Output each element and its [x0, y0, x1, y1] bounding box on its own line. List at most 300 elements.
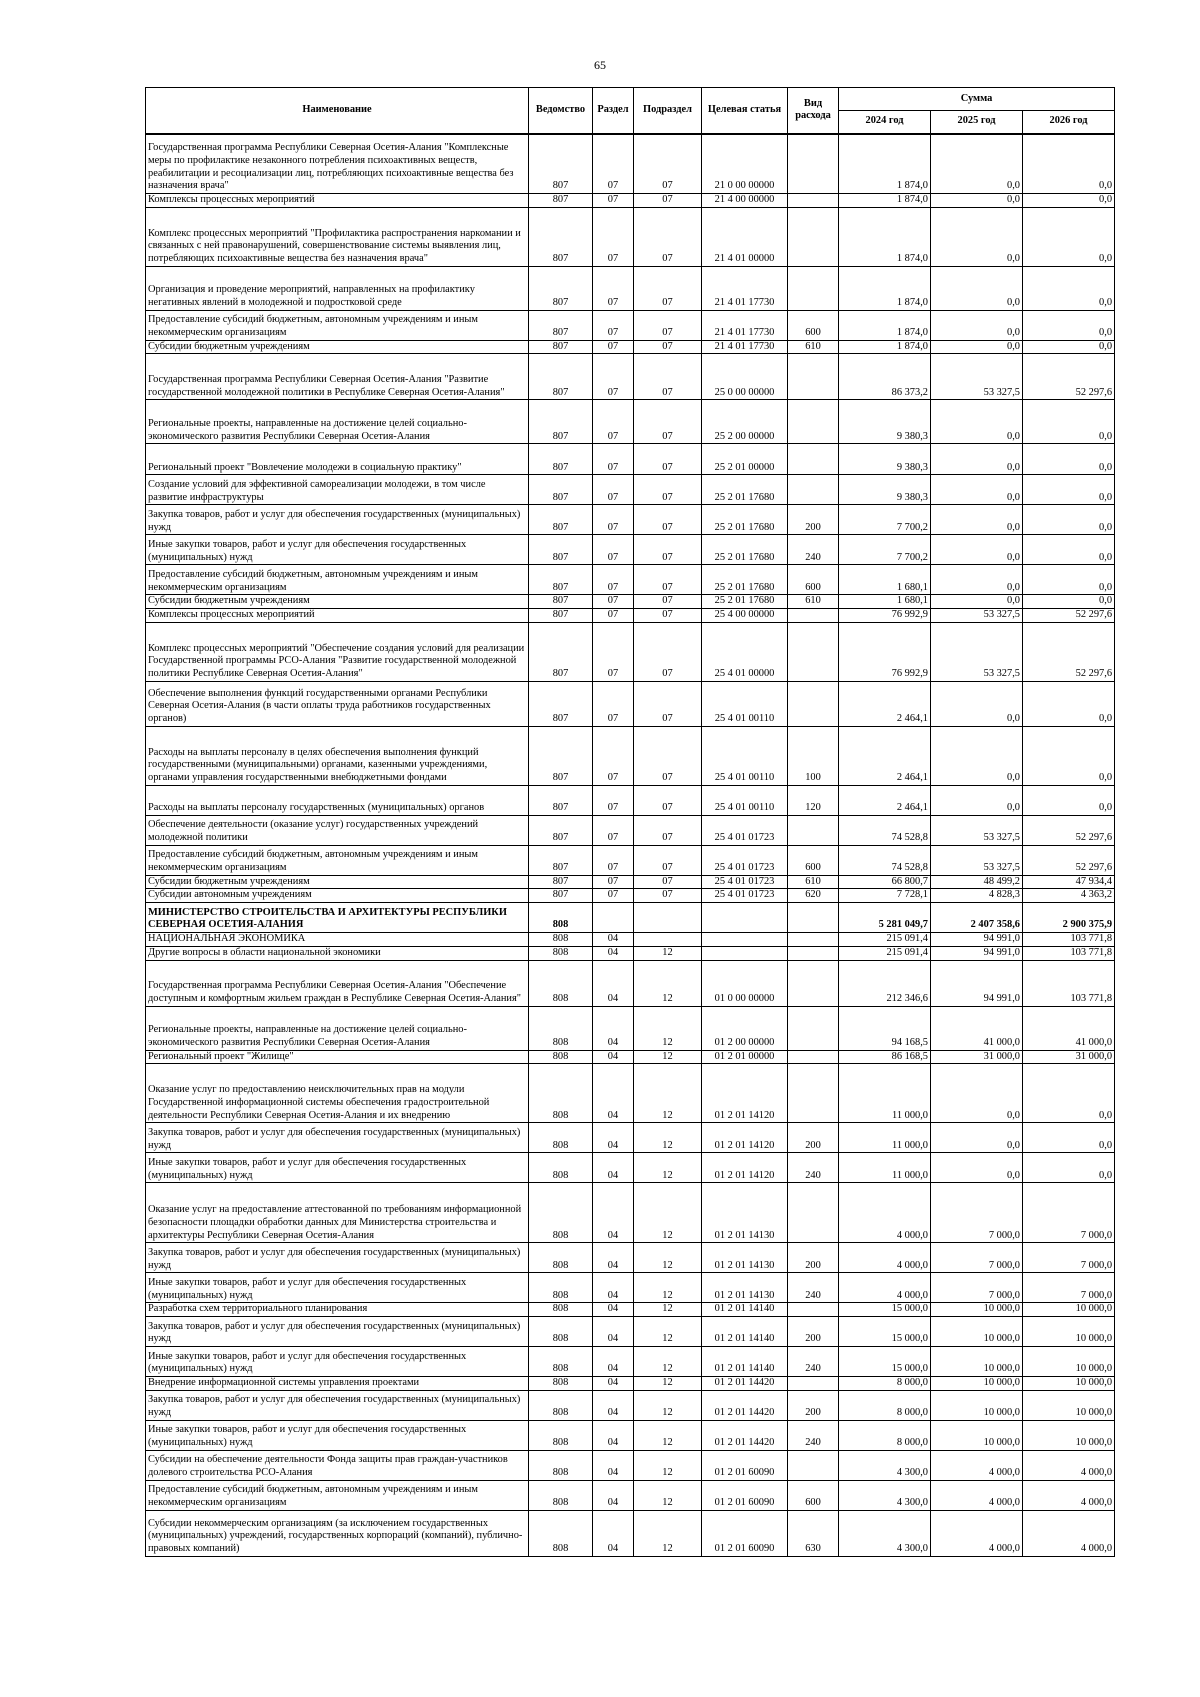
cell-vid-rashoda: 240 — [788, 1346, 839, 1376]
table-row — [146, 815, 1115, 845]
cell-name: Обеспечение деятельности (оказание услуг) государственных учреждений молодежной политики — [146, 815, 529, 845]
cell-razdel: 04 — [593, 960, 634, 1006]
cell-sum-2024: 11 000,0 — [839, 1153, 931, 1183]
cell-celevaya-statya: 25 4 01 00000 — [702, 622, 788, 681]
cell-name: Расходы на выплаты персоналу в целях обеспечения выполнения функций государственными (муниципальными) органами, казенными учреждениями, органами управления государственными внебюджетными фондами — [146, 726, 529, 785]
cell-celevaya-statya: 01 2 01 00000 — [702, 1050, 788, 1064]
cell-vedomstvo: 808 — [529, 1123, 593, 1153]
header-razdel: Раздел — [593, 88, 634, 134]
cell-sum-2025: 10 000,0 — [931, 1303, 1023, 1317]
cell-celevaya-statya: 25 2 01 17680 — [702, 595, 788, 609]
table-row — [146, 565, 1115, 595]
cell-name: Закупка товаров, работ и услуг для обеспечения государственных (муниципальных) нужд — [146, 1123, 529, 1153]
table-row — [146, 354, 1115, 400]
table-row — [146, 400, 1115, 444]
cell-celevaya-statya: 01 2 01 14120 — [702, 1064, 788, 1123]
cell-vedomstvo: 808 — [529, 1510, 593, 1556]
cell-name: Разработка схем территориального планирования — [146, 1303, 529, 1317]
cell-sum-2025: 0,0 — [931, 134, 1023, 194]
table-row — [146, 875, 1115, 889]
cell-razdel: 07 — [593, 815, 634, 845]
cell-razdel: 07 — [593, 134, 634, 194]
cell-celevaya-statya: 25 2 01 17680 — [702, 565, 788, 595]
cell-sum-2025: 2 407 358,6 — [931, 903, 1023, 933]
cell-celevaya-statya: 21 4 01 17730 — [702, 310, 788, 340]
cell-celevaya-statya: 01 2 01 14420 — [702, 1376, 788, 1390]
table-header — [146, 88, 1115, 134]
cell-sum-2025: 7 000,0 — [931, 1243, 1023, 1273]
cell-sum-2026: 0,0 — [1023, 400, 1115, 444]
table-row — [146, 444, 1115, 475]
cell-vid-rashoda: 240 — [788, 1273, 839, 1303]
cell-razdel: 07 — [593, 875, 634, 889]
cell-podrazdel: 12 — [634, 1123, 702, 1153]
cell-vedomstvo: 808 — [529, 1153, 593, 1183]
cell-name: Субсидии некоммерческим организациям (за исключением государственных (муниципальных) учреждений, государственных корпораций (компаний), публично-правовых компаний) — [146, 1510, 529, 1556]
cell-vedomstvo: 807 — [529, 505, 593, 535]
cell-sum-2024: 1 680,1 — [839, 595, 931, 609]
cell-name: Внедрение информационной системы управления проектами — [146, 1376, 529, 1390]
cell-name: Предоставление субсидий бюджетным, автономным учреждениям и иным некоммерческим организациям — [146, 565, 529, 595]
cell-sum-2025: 10 000,0 — [931, 1376, 1023, 1390]
cell-sum-2026: 0,0 — [1023, 595, 1115, 609]
cell-sum-2026: 0,0 — [1023, 340, 1115, 354]
cell-celevaya-statya: 01 0 00 00000 — [702, 960, 788, 1006]
cell-sum-2024: 1 874,0 — [839, 266, 931, 310]
cell-sum-2026: 0,0 — [1023, 565, 1115, 595]
cell-sum-2025: 0,0 — [931, 266, 1023, 310]
table-row — [146, 1316, 1115, 1346]
cell-razdel: 04 — [593, 933, 634, 947]
cell-razdel: 07 — [593, 726, 634, 785]
cell-razdel: 07 — [593, 845, 634, 875]
cell-name: Закупка товаров, работ и услуг для обеспечения государственных (муниципальных) нужд — [146, 1390, 529, 1420]
cell-razdel: 07 — [593, 266, 634, 310]
cell-sum-2024: 66 800,7 — [839, 875, 931, 889]
cell-sum-2025: 0,0 — [931, 565, 1023, 595]
table-row — [146, 946, 1115, 960]
cell-razdel: 07 — [593, 400, 634, 444]
cell-name: Оказание услуг по предоставлению неисключительных прав на модули Государственной информационной системы обеспечения градостроительной деятельности Республики Северная Осетия-Алания и их внедрению — [146, 1064, 529, 1123]
cell-vid-rashoda: 240 — [788, 535, 839, 565]
cell-vid-rashoda — [788, 946, 839, 960]
cell-name: Государственная программа Республики Северная Осетия-Алания "Комплексные меры по профилактике незаконного потребления психоактивных веществ, реабилитации и ресоциализации лиц, потребляющих психоактивные вещества без назначения врача" — [146, 134, 529, 194]
cell-sum-2024: 8 000,0 — [839, 1420, 931, 1450]
cell-podrazdel: 12 — [634, 1450, 702, 1480]
cell-name: Комплекс процессных мероприятий "Профилактика распространения наркомании и связанных с ней правонарушений, совершенствование системы выявления лиц, потребляющих психоактивные вещества без назначения врача" — [146, 207, 529, 266]
cell-celevaya-statya: 01 2 01 14420 — [702, 1420, 788, 1450]
cell-sum-2026: 4 000,0 — [1023, 1510, 1115, 1556]
cell-name: Региональный проект "Жилище" — [146, 1050, 529, 1064]
cell-sum-2025: 0,0 — [931, 444, 1023, 475]
cell-vedomstvo: 807 — [529, 845, 593, 875]
table-row — [146, 1273, 1115, 1303]
cell-sum-2025: 0,0 — [931, 400, 1023, 444]
cell-sum-2026: 0,0 — [1023, 207, 1115, 266]
header-summa: Сумма — [839, 88, 1115, 111]
cell-sum-2026: 103 771,8 — [1023, 960, 1115, 1006]
table-row — [146, 1376, 1115, 1390]
cell-vid-rashoda: 200 — [788, 1243, 839, 1273]
cell-celevaya-statya: 25 4 01 00110 — [702, 681, 788, 726]
cell-sum-2026: 10 000,0 — [1023, 1376, 1115, 1390]
cell-vid-rashoda: 240 — [788, 1153, 839, 1183]
table-row — [146, 535, 1115, 565]
cell-podrazdel: 12 — [634, 1006, 702, 1050]
table-row — [146, 1450, 1115, 1480]
cell-name: Субсидии на обеспечение деятельности Фонда защиты прав граждан-участников долевого строительства РСО-Алания — [146, 1450, 529, 1480]
cell-sum-2026: 0,0 — [1023, 1153, 1115, 1183]
cell-celevaya-statya: 01 2 01 14120 — [702, 1153, 788, 1183]
cell-celevaya-statya: 25 2 01 17680 — [702, 475, 788, 505]
cell-sum-2024: 74 528,8 — [839, 845, 931, 875]
cell-podrazdel: 12 — [634, 1153, 702, 1183]
cell-sum-2026: 0,0 — [1023, 310, 1115, 340]
cell-sum-2025: 10 000,0 — [931, 1420, 1023, 1450]
cell-name: Другие вопросы в области национальной экономики — [146, 946, 529, 960]
table-row — [146, 785, 1115, 815]
cell-vedomstvo: 807 — [529, 207, 593, 266]
cell-sum-2025: 0,0 — [931, 1064, 1023, 1123]
cell-sum-2025: 10 000,0 — [931, 1316, 1023, 1346]
cell-celevaya-statya: 21 4 01 00000 — [702, 207, 788, 266]
cell-razdel: 04 — [593, 1273, 634, 1303]
table-row — [146, 933, 1115, 947]
cell-sum-2025: 41 000,0 — [931, 1006, 1023, 1050]
cell-sum-2026: 0,0 — [1023, 726, 1115, 785]
cell-vedomstvo: 808 — [529, 933, 593, 947]
cell-name: Иные закупки товаров, работ и услуг для обеспечения государственных (муниципальных) нужд — [146, 1153, 529, 1183]
cell-vid-rashoda — [788, 1050, 839, 1064]
cell-vid-rashoda: 100 — [788, 726, 839, 785]
page-number: 65 — [594, 58, 606, 72]
cell-sum-2025: 0,0 — [931, 595, 1023, 609]
cell-sum-2024: 86 168,5 — [839, 1050, 931, 1064]
cell-celevaya-statya: 01 2 01 60090 — [702, 1480, 788, 1510]
cell-vid-rashoda — [788, 933, 839, 947]
cell-vedomstvo: 808 — [529, 1450, 593, 1480]
header-year-2024: 2024 год — [839, 111, 931, 134]
cell-sum-2025: 53 327,5 — [931, 622, 1023, 681]
cell-podrazdel: 12 — [634, 1183, 702, 1243]
cell-vid-rashoda: 600 — [788, 310, 839, 340]
table-row — [146, 1346, 1115, 1376]
cell-celevaya-statya: 25 2 01 17680 — [702, 505, 788, 535]
table-row — [146, 340, 1115, 354]
cell-sum-2024: 1 874,0 — [839, 194, 931, 208]
table-row — [146, 1510, 1115, 1556]
cell-celevaya-statya — [702, 903, 788, 933]
cell-name: Субсидии бюджетным учреждениям — [146, 340, 529, 354]
cell-podrazdel: 07 — [634, 681, 702, 726]
cell-sum-2026: 0,0 — [1023, 681, 1115, 726]
cell-sum-2025: 53 327,5 — [931, 609, 1023, 623]
cell-name: Субсидии бюджетным учреждениям — [146, 595, 529, 609]
cell-vedomstvo: 807 — [529, 475, 593, 505]
table-row — [146, 1390, 1115, 1420]
cell-name: Расходы на выплаты персоналу государственных (муниципальных) органов — [146, 785, 529, 815]
cell-sum-2025: 31 000,0 — [931, 1050, 1023, 1064]
cell-celevaya-statya — [702, 946, 788, 960]
header-celevaya-statya: Целевая статья — [702, 88, 788, 134]
cell-sum-2026: 10 000,0 — [1023, 1390, 1115, 1420]
cell-razdel: 07 — [593, 785, 634, 815]
cell-sum-2025: 0,0 — [931, 194, 1023, 208]
table-row — [146, 1243, 1115, 1273]
header-name: Наименование — [146, 88, 529, 134]
cell-vedomstvo: 807 — [529, 310, 593, 340]
cell-vid-rashoda: 200 — [788, 1123, 839, 1153]
cell-vid-rashoda — [788, 194, 839, 208]
cell-vedomstvo: 808 — [529, 1183, 593, 1243]
cell-razdel: 04 — [593, 1390, 634, 1420]
cell-sum-2025: 4 000,0 — [931, 1450, 1023, 1480]
cell-podrazdel: 07 — [634, 726, 702, 785]
cell-celevaya-statya: 25 0 00 00000 — [702, 354, 788, 400]
cell-sum-2025: 53 327,5 — [931, 845, 1023, 875]
cell-vid-rashoda — [788, 960, 839, 1006]
cell-sum-2026: 0,0 — [1023, 194, 1115, 208]
cell-vid-rashoda: 620 — [788, 889, 839, 903]
cell-sum-2024: 4 300,0 — [839, 1450, 931, 1480]
cell-celevaya-statya: 01 2 01 60090 — [702, 1450, 788, 1480]
cell-celevaya-statya: 25 4 01 01723 — [702, 845, 788, 875]
cell-vid-rashoda: 600 — [788, 565, 839, 595]
cell-vedomstvo: 807 — [529, 889, 593, 903]
cell-sum-2024: 9 380,3 — [839, 444, 931, 475]
cell-podrazdel: 07 — [634, 875, 702, 889]
cell-name: Иные закупки товаров, работ и услуг для обеспечения государственных (муниципальных) нужд — [146, 1273, 529, 1303]
cell-vid-rashoda — [788, 444, 839, 475]
cell-sum-2024: 1 874,0 — [839, 310, 931, 340]
cell-podrazdel: 12 — [634, 1480, 702, 1510]
cell-vedomstvo: 807 — [529, 785, 593, 815]
cell-podrazdel: 12 — [634, 1273, 702, 1303]
cell-celevaya-statya: 21 4 00 00000 — [702, 194, 788, 208]
cell-name: Предоставление субсидий бюджетным, автономным учреждениям и иным некоммерческим организациям — [146, 845, 529, 875]
cell-vedomstvo: 808 — [529, 1480, 593, 1510]
cell-sum-2024: 94 168,5 — [839, 1006, 931, 1050]
cell-name: Закупка товаров, работ и услуг для обеспечения государственных (муниципальных) нужд — [146, 505, 529, 535]
cell-vedomstvo: 808 — [529, 1243, 593, 1273]
cell-sum-2026: 31 000,0 — [1023, 1050, 1115, 1064]
table-row — [146, 266, 1115, 310]
cell-sum-2024: 215 091,4 — [839, 933, 931, 947]
cell-podrazdel — [634, 903, 702, 933]
cell-sum-2026: 52 297,6 — [1023, 622, 1115, 681]
cell-vid-rashoda — [788, 1303, 839, 1317]
cell-razdel: 07 — [593, 354, 634, 400]
cell-vedomstvo: 808 — [529, 1050, 593, 1064]
cell-sum-2024: 1 680,1 — [839, 565, 931, 595]
cell-vedomstvo: 807 — [529, 444, 593, 475]
cell-podrazdel: 12 — [634, 1390, 702, 1420]
cell-vedomstvo: 808 — [529, 1316, 593, 1346]
cell-sum-2026: 7 000,0 — [1023, 1243, 1115, 1273]
cell-sum-2026: 52 297,6 — [1023, 845, 1115, 875]
cell-vid-rashoda — [788, 400, 839, 444]
cell-sum-2025: 0,0 — [931, 681, 1023, 726]
cell-podrazdel — [634, 933, 702, 947]
cell-razdel: 04 — [593, 1316, 634, 1346]
cell-vid-rashoda — [788, 134, 839, 194]
cell-name: Государственная программа Республики Северная Осетия-Алания "Развитие государственной молодежной политики в Республике Северная Осетия-Алания" — [146, 354, 529, 400]
cell-name: Иные закупки товаров, работ и услуг для обеспечения государственных (муниципальных) нужд — [146, 1346, 529, 1376]
cell-name: Иные закупки товаров, работ и услуг для обеспечения государственных (муниципальных) нужд — [146, 535, 529, 565]
cell-podrazdel: 07 — [634, 785, 702, 815]
cell-sum-2024: 4 000,0 — [839, 1243, 931, 1273]
cell-sum-2026: 10 000,0 — [1023, 1303, 1115, 1317]
cell-name: Комплексы процессных мероприятий — [146, 194, 529, 208]
cell-sum-2024: 1 874,0 — [839, 207, 931, 266]
cell-sum-2025: 10 000,0 — [931, 1346, 1023, 1376]
cell-celevaya-statya: 01 2 01 14120 — [702, 1123, 788, 1153]
cell-sum-2024: 86 373,2 — [839, 354, 931, 400]
cell-name: Закупка товаров, работ и услуг для обеспечения государственных (муниципальных) нужд — [146, 1316, 529, 1346]
cell-razdel: 04 — [593, 1480, 634, 1510]
cell-razdel: 07 — [593, 194, 634, 208]
cell-sum-2025: 0,0 — [931, 505, 1023, 535]
cell-vid-rashoda — [788, 475, 839, 505]
cell-vedomstvo: 808 — [529, 1006, 593, 1050]
cell-celevaya-statya: 25 4 01 01723 — [702, 889, 788, 903]
cell-sum-2024: 4 000,0 — [839, 1183, 931, 1243]
cell-podrazdel: 07 — [634, 815, 702, 845]
cell-sum-2026: 0,0 — [1023, 134, 1115, 194]
cell-vedomstvo: 807 — [529, 595, 593, 609]
cell-podrazdel: 07 — [634, 565, 702, 595]
table-row — [146, 1006, 1115, 1050]
cell-celevaya-statya: 01 2 00 00000 — [702, 1006, 788, 1050]
cell-sum-2025: 53 327,5 — [931, 815, 1023, 845]
table-row — [146, 1153, 1115, 1183]
cell-vid-rashoda — [788, 622, 839, 681]
cell-razdel: 07 — [593, 505, 634, 535]
cell-name: Иные закупки товаров, работ и услуг для обеспечения государственных (муниципальных) нужд — [146, 1420, 529, 1450]
cell-razdel: 07 — [593, 310, 634, 340]
cell-vedomstvo: 807 — [529, 815, 593, 845]
table-row — [146, 1050, 1115, 1064]
cell-sum-2024: 7 700,2 — [839, 505, 931, 535]
cell-celevaya-statya: 25 2 01 00000 — [702, 444, 788, 475]
cell-podrazdel: 07 — [634, 340, 702, 354]
table-row — [146, 475, 1115, 505]
cell-name: Субсидии автономным учреждениям — [146, 889, 529, 903]
cell-vedomstvo: 807 — [529, 354, 593, 400]
cell-vedomstvo: 808 — [529, 946, 593, 960]
cell-vid-rashoda — [788, 903, 839, 933]
cell-name: Обеспечение выполнения функций государственными органами Республики Северная Осетия-Алания (в части оплаты труда работников государственных органов) — [146, 681, 529, 726]
cell-razdel: 04 — [593, 1064, 634, 1123]
cell-sum-2026: 10 000,0 — [1023, 1346, 1115, 1376]
cell-razdel: 07 — [593, 889, 634, 903]
cell-sum-2026: 4 000,0 — [1023, 1450, 1115, 1480]
cell-razdel: 07 — [593, 609, 634, 623]
cell-sum-2026: 4 363,2 — [1023, 889, 1115, 903]
cell-vid-rashoda: 200 — [788, 1390, 839, 1420]
cell-name: Создание условий для эффективной самореализации молодежи, в том числе развитие инфраструктуры — [146, 475, 529, 505]
cell-vedomstvo: 808 — [529, 1390, 593, 1420]
cell-razdel: 04 — [593, 1050, 634, 1064]
cell-razdel: 07 — [593, 595, 634, 609]
cell-sum-2025: 0,0 — [931, 726, 1023, 785]
cell-podrazdel: 12 — [634, 946, 702, 960]
cell-sum-2024: 1 874,0 — [839, 340, 931, 354]
cell-razdel: 04 — [593, 1420, 634, 1450]
cell-podrazdel: 07 — [634, 609, 702, 623]
cell-vid-rashoda — [788, 354, 839, 400]
cell-celevaya-statya: 21 4 01 17730 — [702, 340, 788, 354]
cell-name: Предоставление субсидий бюджетным, автономным учреждениям и иным некоммерческим организациям — [146, 310, 529, 340]
cell-vedomstvo: 808 — [529, 1273, 593, 1303]
cell-celevaya-statya: 25 4 00 00000 — [702, 609, 788, 623]
cell-celevaya-statya: 01 2 01 14130 — [702, 1243, 788, 1273]
cell-vid-rashoda — [788, 609, 839, 623]
cell-razdel: 04 — [593, 1346, 634, 1376]
cell-sum-2024: 7 700,2 — [839, 535, 931, 565]
cell-vedomstvo: 807 — [529, 681, 593, 726]
cell-sum-2025: 0,0 — [931, 785, 1023, 815]
cell-sum-2025: 4 000,0 — [931, 1510, 1023, 1556]
cell-vedomstvo: 808 — [529, 960, 593, 1006]
header-year-2025: 2025 год — [931, 111, 1023, 134]
table-row — [146, 609, 1115, 623]
cell-vid-rashoda: 610 — [788, 875, 839, 889]
cell-sum-2025: 0,0 — [931, 475, 1023, 505]
table-row — [146, 1480, 1115, 1510]
cell-podrazdel: 12 — [634, 1050, 702, 1064]
cell-celevaya-statya: 25 4 01 01723 — [702, 875, 788, 889]
cell-vid-rashoda — [788, 1376, 839, 1390]
cell-vid-rashoda: 120 — [788, 785, 839, 815]
cell-sum-2024: 74 528,8 — [839, 815, 931, 845]
cell-sum-2026: 103 771,8 — [1023, 933, 1115, 947]
cell-vid-rashoda: 200 — [788, 1316, 839, 1346]
cell-sum-2026: 2 900 375,9 — [1023, 903, 1115, 933]
cell-sum-2026: 0,0 — [1023, 505, 1115, 535]
cell-vid-rashoda — [788, 815, 839, 845]
cell-sum-2024: 1 874,0 — [839, 134, 931, 194]
cell-vid-rashoda — [788, 1183, 839, 1243]
cell-razdel: 07 — [593, 681, 634, 726]
cell-celevaya-statya: 21 4 01 17730 — [702, 266, 788, 310]
cell-vid-rashoda: 610 — [788, 595, 839, 609]
cell-razdel: 04 — [593, 1123, 634, 1153]
cell-podrazdel: 07 — [634, 595, 702, 609]
cell-vedomstvo: 807 — [529, 266, 593, 310]
cell-sum-2026: 10 000,0 — [1023, 1316, 1115, 1346]
cell-sum-2025: 4 828,3 — [931, 889, 1023, 903]
cell-razdel: 07 — [593, 340, 634, 354]
cell-name: Оказание услуг на предоставление аттестованной по требованиям информационной безопасности площадки обработки данных для Министерства строительства и архитектуры Республики Северная Осетия-Алания — [146, 1183, 529, 1243]
cell-podrazdel: 07 — [634, 535, 702, 565]
cell-vid-rashoda — [788, 1450, 839, 1480]
cell-sum-2024: 11 000,0 — [839, 1064, 931, 1123]
table-row — [146, 595, 1115, 609]
table-row — [146, 726, 1115, 785]
cell-celevaya-statya: 25 4 01 00110 — [702, 785, 788, 815]
cell-sum-2025: 48 499,2 — [931, 875, 1023, 889]
cell-name: Региональные проекты, направленные на достижение целей социально-экономического развития Республики Северная Осетия-Алания — [146, 400, 529, 444]
cell-sum-2024: 7 728,1 — [839, 889, 931, 903]
cell-razdel: 04 — [593, 1243, 634, 1273]
cell-podrazdel: 07 — [634, 622, 702, 681]
cell-sum-2024: 2 464,1 — [839, 726, 931, 785]
cell-name: МИНИСТЕРСТВО СТРОИТЕЛЬСТВА И АРХИТЕКТУРЫ РЕСПУБЛИКИ СЕВЕРНАЯ ОСЕТИЯ-АЛАНИЯ — [146, 903, 529, 933]
cell-sum-2024: 2 464,1 — [839, 785, 931, 815]
cell-celevaya-statya: 01 2 01 14140 — [702, 1316, 788, 1346]
table-row — [146, 134, 1115, 194]
